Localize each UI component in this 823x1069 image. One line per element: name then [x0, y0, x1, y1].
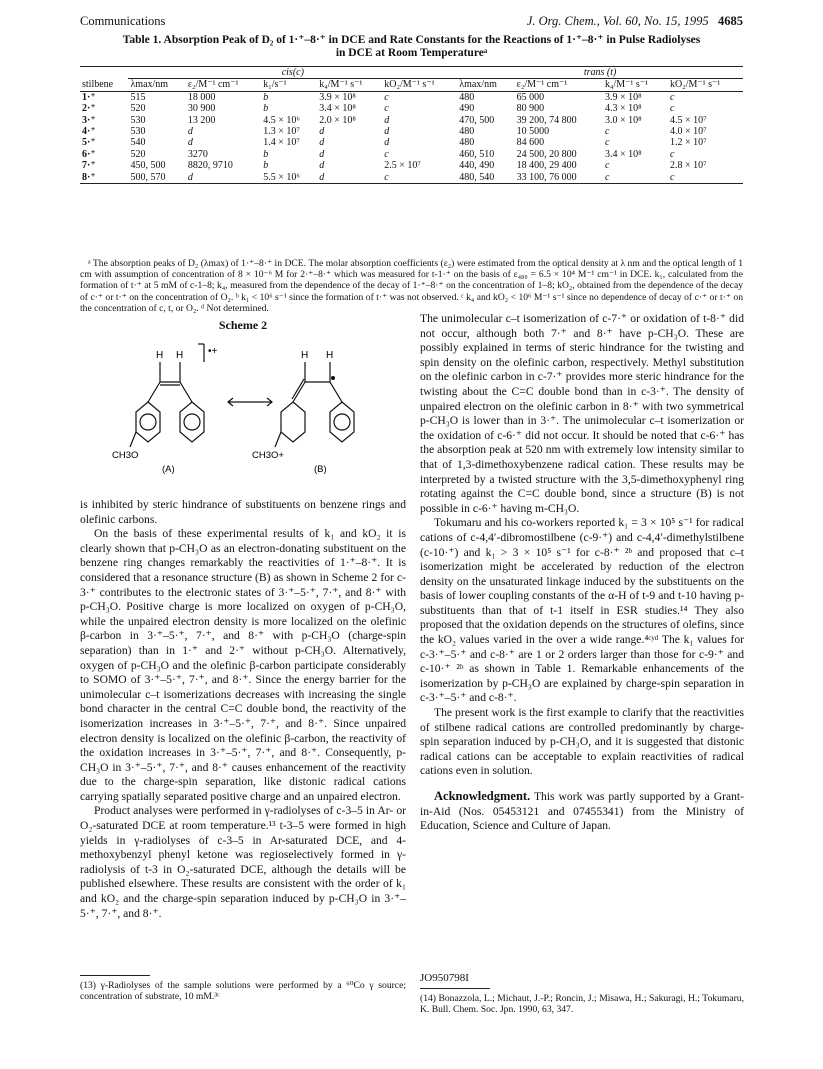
- table-cell: c: [669, 103, 675, 115]
- atom-h-2: H: [176, 350, 184, 361]
- table-row: [80, 115, 743, 126]
- paragraph: The present work is the first example to clarify that the reactivities of stilbene radical cations are controlled predominantly by charge-spin separation induced by p-CH₃O, and it is suggested that distonic radical cations can be acceptable to explain reactivities of radical cations even in solution.: [420, 706, 744, 778]
- table-cell: 8·⁺: [80, 172, 128, 184]
- table-row: [80, 103, 743, 114]
- data-table: [80, 66, 743, 184]
- atom-h-1: H: [156, 350, 164, 361]
- table-cell: 530: [130, 114, 146, 126]
- table-row: [80, 160, 743, 171]
- column-header: k₁/s⁻¹: [261, 79, 317, 91]
- table-cell: 7·⁺: [82, 160, 96, 172]
- acknowledgment-heading: Acknowledgment.: [434, 789, 531, 803]
- table-cell: d: [384, 126, 390, 138]
- table-cell: d: [317, 172, 382, 184]
- table-cell: c: [382, 172, 457, 184]
- table-cell: 65 000: [516, 91, 545, 103]
- acknowledgment: [420, 789, 744, 834]
- table-cell: 480: [459, 137, 475, 149]
- running-head: [80, 14, 743, 30]
- table-cell: 3.0 × 10⁸: [604, 114, 642, 126]
- column-header: stilbene: [80, 79, 128, 91]
- table-cell: 1.4 × 10⁷: [263, 137, 300, 149]
- table-cell: 30 900: [187, 103, 216, 115]
- right-column: [420, 312, 744, 834]
- table-cell: 80 900: [516, 103, 545, 115]
- table-cell: 480: [459, 126, 475, 138]
- table-cell: 2.0 × 10⁸: [319, 114, 356, 126]
- table-cell: d: [319, 126, 325, 138]
- left-column: [80, 498, 406, 921]
- table-cell: 33 100, 76 000: [515, 172, 603, 184]
- table-cell: 5.5 × 10⁶: [261, 172, 317, 184]
- table-cell: 39 200, 74 800: [516, 114, 577, 126]
- table-caption-line2: in DCE at Room Temperatureᵃ: [335, 47, 488, 59]
- table-cell: 5·⁺: [82, 137, 96, 149]
- table-cell: 520: [130, 148, 146, 160]
- footnote-14: (14) Bonazzola, L.; Michaut, J.-P.; Roncin, J.; Misawa, H.; Sakuragi, H.; Tokumaru, K. Bull. Chem. Soc. Jpn. 1990, 63, 347.: [420, 993, 744, 1015]
- table-cell: b: [263, 103, 269, 115]
- table-cell: 440, 490: [459, 160, 495, 172]
- table-cell: 1.3 × 10⁷: [263, 126, 300, 138]
- table-footnote: ᵃ The absorption peaks of D₂ (λmax) of 1·⁺–8·⁺ in DCE. The molar absorption coefficients (ε₂) were estimated from the optical density at λ nm and the optical length of 1 cm with assumption of concentration of 8 × 10⁻⁶ M for 2·⁺–8·⁺ which was measured for t-1·⁺ on the basis of ε₄₈₀ = 6.5 × 10⁴ M⁻¹ cm⁻¹ in DCE. k₁, calculated from the formation of t·⁺ at 5 mM of c-1–8; k₄, measured from the dependence of the decay of 1·⁺–8·⁺ on the concentration of 1–8; kO₂, obtained from the dependence of the decay of c·⁺ or t·⁺ on the concentration of O₂. ᵇ k₁ < 10⁶ s⁻¹ since the formation of t·⁺ was not observed. ᶜ k₄ and kO₂ < 10⁶ M⁻¹ s⁻¹ since no dependence of decay of c·⁺ or t·⁺ on the concentration of c, t, or O₂. ᵈ Not determined.: [80, 258, 743, 314]
- footnote-rule-left: [80, 975, 150, 976]
- table-cell: 84 600: [516, 137, 545, 149]
- journal-name: J. Org. Chem., Vol. 60, No. 15, 1995: [526, 14, 709, 28]
- acknowledgment-text: This work was partly supported by a Grant-in-Aid (Nos. 05453121 and 07455341) from the Ministry of Education, Science and Culture of Japan.: [420, 790, 744, 833]
- table-cell: 10 5000: [516, 126, 550, 138]
- table-cell: 2.5 × 10⁷: [384, 160, 421, 172]
- table-cell: 515: [130, 91, 146, 103]
- section-label: Communications: [80, 14, 166, 28]
- table-cell: 530: [130, 126, 146, 138]
- footnote-rule-right: [420, 988, 490, 989]
- table-row: [80, 172, 743, 184]
- table-cell: 3.4 × 10⁸: [604, 148, 642, 160]
- table-cell: 3270: [187, 148, 208, 160]
- paragraph: On the basis of these experimental results of k₁ and kO₂ it is clearly shown that p-CH₃O as an electron-donating substituent on the benzene ring changes remarkably the reactivities of 1·⁺–8·⁺. It is considered that a resonance structure (B) as shown in Scheme 2 for c-3·⁺ contributes to the electronic states of 3·⁺–5·⁺, 7·⁺, and 8·⁺ with p-CH₃O. Positive charge is more localized on oxygen of p-CH₃O, while the unpaired electron density is more localized on the olefinic β-carbon in 3·⁺–5·⁺, 7·⁺, and 8·⁺ with p-CH₃O (charge-spin separation) than in 1·⁺ and 2·⁺ without p-CH₃O. Alternatively, oxygen of p-CH₃O and the olefinic β-carbon participate considerably to SOMO of 3·⁺–5·⁺, 7·⁺, and 8·⁺. Since the energy barrier for the unimolecular c–t isomerizations decreases with increasing the single bond character in the central C=C double bond, the reactivity of the isomerization increases in 3·⁺–5·⁺, 7·⁺, and 8·⁺. Since unpaired electron density is localized on the olefinic β-carbon, the reactivity of the oxidation increases in 3·⁺–5·⁺, 7·⁺, and 8·⁺. Consequently, p-CH₃O in 3·⁺–5·⁺, 7·⁺, and 8·⁺ causes enhancement of the reactivity due to the charge-spin separation, like distonic radical cations carrying spatially separated positive charge and an unpaired electron.: [80, 527, 406, 803]
- table-cell: c: [604, 137, 610, 149]
- paragraph: is inhibited by steric hindrance of substituents on benzene rings and olefinic carbons.: [80, 498, 406, 526]
- table-cell: 4.5 × 10⁷: [669, 114, 707, 126]
- table-header-row: [80, 79, 743, 91]
- methoxy-label-b: CH3O+: [252, 450, 284, 461]
- column-header: kO₂/M⁻¹ s⁻¹: [668, 79, 743, 91]
- group-cis: cis(c): [128, 67, 457, 79]
- scheme-structures: [112, 332, 370, 494]
- table-cell: 13 200: [187, 114, 216, 126]
- table-cell: c: [384, 103, 389, 115]
- column-header: k₄/M⁻¹ s⁻¹: [603, 79, 668, 91]
- table-cell: 540: [130, 137, 146, 149]
- document-id: JO950798I: [420, 972, 469, 984]
- column-header: λmax/nm: [128, 79, 185, 91]
- table-row: [80, 137, 743, 148]
- table-cell: c: [384, 91, 389, 103]
- table-cell: 4.5 × 10⁶: [263, 114, 300, 126]
- table-cell: 4·⁺: [82, 126, 96, 138]
- methoxy-label-a: CH3O: [112, 450, 139, 461]
- table-row: [80, 149, 743, 160]
- table-cell: 18 000: [187, 91, 216, 103]
- column-header: λmax/nm: [457, 79, 514, 91]
- table-cell: 480, 540: [457, 172, 514, 184]
- table-row: [80, 126, 743, 137]
- table-cell: 24 500, 20 800: [516, 148, 577, 160]
- structure-label-b: (B): [314, 464, 327, 475]
- table-cell: c: [669, 91, 675, 103]
- table-row: [80, 91, 743, 103]
- table-cell: 4.3 × 10⁸: [604, 103, 642, 115]
- table-cell: 500, 570: [128, 172, 185, 184]
- table-cell: 520: [130, 103, 146, 115]
- table-cell: d: [319, 148, 325, 160]
- table-cell: 470, 500: [459, 114, 495, 126]
- radical-cation-mark: •+: [208, 346, 218, 357]
- scheme-title: Scheme 2: [218, 318, 268, 332]
- table-cell: c: [669, 148, 675, 160]
- table-cell: 480: [459, 91, 475, 103]
- table-cell: 6·⁺: [82, 148, 96, 160]
- journal-citation: [527, 14, 743, 29]
- table-cell: c: [603, 172, 668, 184]
- scheme-diagram: [112, 332, 370, 494]
- table-cell: d: [187, 126, 193, 138]
- table-cell: 490: [459, 103, 475, 115]
- paragraph: Product analyses were performed in γ-radiolyses of c-3–5 in Ar- or O₂-saturated DCE at room temperature.¹³ t-3–5 were formed in high yields in γ-radiolyses of c-3–5 in Ar-saturated DCE, and 4-methoxybenzyl phenyl ketone was regioselectively formed in γ-radiolysis of t-3 in O₂-saturated DCE, although the details will be published elsewhere. These results are consistent with the order of k₁ and kO₂ and the charge-spin separation induced by p-CH₃O in 3·⁺–5·⁺, 7·⁺, and 8·⁺.: [80, 804, 406, 920]
- table-cell: 8820, 9710: [187, 160, 233, 172]
- table-cell: c: [668, 172, 743, 184]
- page-number: 4685: [718, 14, 743, 28]
- table-cell: d: [319, 160, 325, 172]
- group-trans: trans (t): [457, 67, 743, 79]
- table-cell: d: [384, 137, 390, 149]
- table-cell: d: [384, 114, 390, 126]
- table-cell: 1·⁺: [82, 91, 96, 103]
- table-cell: 18 400, 29 400: [516, 160, 577, 172]
- table-cell: 460, 510: [459, 148, 495, 160]
- table-cell: b: [263, 160, 269, 172]
- column-header: ε₂/M⁻¹ cm⁻¹: [186, 79, 261, 91]
- table-cell: b: [263, 148, 269, 160]
- table-group-header: [80, 67, 743, 79]
- table-cell: 450, 500: [130, 160, 166, 172]
- footnote-13: (13) γ-Radiolyses of the sample solutions were performed by a ⁶⁰Co γ source; concentration of substrate, 10 mM.³ᶜ: [80, 980, 406, 1002]
- table-cell: 1.2 × 10⁷: [669, 137, 707, 149]
- table-cell: 2.8 × 10⁷: [669, 160, 707, 172]
- table-body: [80, 91, 743, 183]
- table-cell: d: [187, 137, 193, 149]
- table-cell: d: [319, 137, 325, 149]
- column-header: ε₂/M⁻¹ cm⁻¹: [515, 79, 603, 91]
- table-caption: [80, 34, 743, 60]
- table-cell: d: [186, 172, 261, 184]
- structure-label-a: (A): [162, 464, 175, 475]
- table-cell: 3.9 × 10⁸: [319, 91, 356, 103]
- table-cell: 2·⁺: [82, 103, 96, 115]
- atom-h-3: H: [301, 350, 309, 361]
- table-cell: 3·⁺: [82, 114, 96, 126]
- table-cell: c: [604, 160, 610, 172]
- atom-h-4: H: [326, 350, 334, 361]
- column-header: kO₂/M⁻¹ s⁻¹: [382, 79, 457, 91]
- table-cell: c: [384, 148, 389, 160]
- table-cell: 3.9 × 10⁸: [604, 91, 642, 103]
- column-header: k₄/M⁻¹ s⁻¹: [317, 79, 382, 91]
- table-cell: 3.4 × 10⁸: [319, 103, 356, 115]
- table-caption-line1: Table 1. Absorption Peak of D₂ of 1·⁺–8·⁺ in DCE and Rate Constants for the Reactions of 1·⁺–8·⁺ in Pulse Radiolyses: [122, 34, 701, 46]
- table-cell: b: [263, 91, 269, 103]
- paragraph: The unimolecular c–t isomerization of c-7·⁺ or oxidation of t-8·⁺ did not occur, although both 7·⁺ and 8·⁺ have p-CH₃O. These are possibly explained in terms of steric hindrance for the twisting and spin density on the olefinic carbon, respectively. Methyl substitution on the olefinic carbon in c-7·⁺ provides more steric hindrance for the twisting about the C=C double bond than in c-3·⁺. The density of unpaired electron on the olefinic carbon in 8·⁺ with two symmetrical p-CH₃O is lower than in 3·⁺. The unimolecular c–t isomerization or the oxidation of c-6·⁺ did not occur. It should be noted that c-6·⁺ has the absorption peak at 520 nm with extremely low intensity similar to that of 1,3-dimethoxybenzene radical cation. These results may be interpreted by a twisted structure with the 3,5-dimethoxyphenyl ring rotating against the C=C double bond, since a structure (B) is not possible in c-6·⁺ having m-CH₃O.: [420, 312, 744, 515]
- table-cell: 4.0 × 10⁷: [669, 126, 707, 138]
- table-cell: c: [604, 126, 610, 138]
- paragraph: Tokumaru and his co-workers reported k₁ = 3 × 10⁵ s⁻¹ for radical cations of c-4,4′-dibromostilbene (c-9·⁺) and c-4,4′-dimethylstilbene (c-10·⁺) and k₁ > 3 × 10⁵ s⁻¹ for c-8·⁺ ²ᵇ and proposed that c–t isomerization might be accelerated by reduction of the electron density on the unsaturated linkage induced by the substituents on the basis of lower coupling constants of the α-H of t-9 and t-10 having p-substituents than that of t-1 itself in ESR studies.¹⁴ They also proposed that the oxidation depends on the structures of olefins, since the kO₂ values varied in the over a wide range.⁴ᶜʸᵈ The k₁ values for c-3·⁺–5·⁺ and c-8·⁺ are 1 or 2 orders larger than those for c-9·⁺ and c-10·⁺ ²ᵇ as shown in Table 1. Remarkable enhancements of the isomerization by p-CH₃O are explained by charge-spin separation in c-3·⁺–5·⁺ and c-8·⁺.: [420, 516, 744, 705]
